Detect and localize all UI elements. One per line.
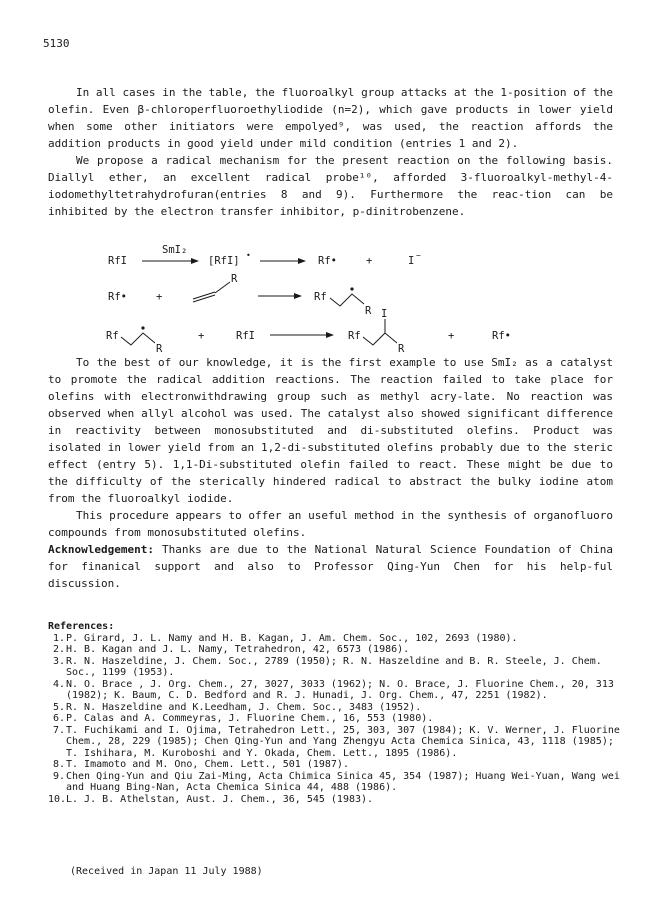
arrow-1-head (191, 258, 199, 264)
scheme-plus-3: + (198, 330, 205, 342)
radical-dot-2 (141, 326, 144, 329)
reaction-scheme (0, 244, 663, 354)
radical-chain (121, 333, 155, 345)
iodide-charge: − (416, 251, 421, 260)
reference-number: 5. (52, 701, 65, 713)
scheme-rf-radical-2: Rf• (108, 291, 127, 303)
reference-item (48, 644, 623, 656)
reference-text: T. Fuchikami and I. Ojima, Tetrahedron Lett., 25, 303, 307 (1984); K. V. Werner, J. Fluorine Chem., 28, 229 (1985); Chen Qing-Yun and Yang Zhengyu Acta Chemica Sinica, 43, 1118 (1985); T. Ishihara, M. Kuroboshi and Y. Okada, Chem. Lett., 1895 (1986). (66, 724, 620, 759)
reference-item (48, 725, 623, 760)
radical-r: R (156, 343, 163, 354)
scheme-plus-2: + (156, 291, 163, 303)
references-heading: References: (48, 621, 115, 632)
radical-dot (350, 287, 353, 290)
radical-rf: Rf (106, 330, 119, 342)
reference-text: H. B. Kagan and J. L. Namy, Tetrahedron, 42, 6573 (1986). (66, 644, 410, 655)
scheme-reagent-smi2: SmI₂ (162, 244, 188, 256)
reference-item (48, 794, 623, 806)
olefin-substituent-bond (215, 282, 230, 293)
paragraph-2: We propose a radical mechanism for the present reaction on the following basis. Diallyl ether, an excellent radical probe¹⁰, afforded 3-fluoroalkyl-methyl-4-iodomethyltetrahydrofuran(entries 8 and 9). Furthermore the reac-tion can be inhibited by the electron transfer inhibitor, p-dinitrobenzene. (48, 154, 613, 218)
reference-number: 7. (52, 724, 65, 736)
product-rf: Rf (348, 330, 361, 342)
reference-item (48, 702, 623, 714)
reference-number: 9. (52, 770, 65, 782)
acknowledgement-heading: Acknowledgement: (48, 543, 154, 556)
olefin-bond (193, 295, 215, 302)
scheme-rfi-2: RfI (236, 330, 255, 342)
product-chain (363, 333, 397, 345)
product-r: R (398, 343, 405, 354)
acknowledgement-text: Thanks are due to the National Natural Science Foundation of China for finanical support and also to Professor Qing-Yun Chen for his help-ful discussion. (48, 543, 613, 590)
reference-number: 2. (52, 644, 65, 655)
page-number: 5130 (43, 37, 70, 50)
reference-item (48, 713, 623, 725)
reference-text: R. N. Haszeldine, J. Chem. Soc., 2789 (1950); R. N. Haszeldine and B. R. Steele, J. Chem. Soc., 1199 (1953). (66, 655, 602, 678)
reference-text: P. Girard, J. L. Namy and H. B. Kagan, J. Am. Chem. Soc., 102, 2693 (1980). (66, 632, 518, 644)
paragraph-4: This procedure appears to offer an useful method in the synthesis of organofluoro compounds from monosubstituted olefins. (48, 509, 613, 539)
reference-number: 10. (48, 793, 67, 805)
reference-item (48, 679, 623, 702)
scheme-rf-radical: Rf• (318, 255, 337, 267)
reference-item (48, 633, 623, 645)
reference-text: N. O. Brace , J. Org. Chem., 27, 3027, 3033 (1962); N. O. Brace, J. Fluorine Chem., 20, 313 (1982); K. Baum, C. D. Bedford and R. J. Hunadi, J. Org. Chem., 47, 2251 (1982). (66, 678, 614, 701)
acknowledgement (48, 541, 613, 592)
discussion-paragraphs (48, 354, 613, 592)
arrow-4-head (326, 332, 334, 338)
reference-text: P. Calas and A. Commeyras, J. Fluorine Chem., 16, 553 (1980). (66, 713, 434, 724)
scheme-plus: + (366, 255, 373, 267)
reference-item (48, 771, 623, 794)
reference-text: R. N. Haszeldine and K.Leedham, J. Chem. Soc., 3483 (1952). (66, 701, 422, 713)
radical-anion-mark: • (246, 251, 251, 260)
reference-item (48, 656, 623, 679)
reference-text: Chen Qing-Yun and Qiu Zai-Ming, Acta Chimica Sinica 45, 354 (1987); Huang Wei-Yuan, Wang wei and Huang Bing-Nan, Acta Chemica Sinica 44, 488 (1986). (66, 770, 620, 793)
scheme-iodide: I (408, 255, 415, 267)
reference-item (48, 759, 623, 771)
reference-number: 1. (52, 632, 65, 644)
received-date: (Received in Japan 11 July 1988) (70, 866, 263, 877)
reference-number: 6. (52, 713, 65, 724)
olefin-double-bond (193, 292, 215, 299)
adduct-rf: Rf (314, 291, 327, 303)
adduct-chain (330, 294, 364, 306)
reference-number: 4. (52, 678, 65, 690)
arrow-2-head (298, 258, 306, 264)
scheme-rf-radical-3: Rf• (492, 330, 511, 342)
scheme-radical-anion: [RfI] (208, 255, 240, 267)
paragraph-3: To the best of our knowledge, it is the first example to use SmI₂ as a catalyst to promote the radical addition reactions. The reaction failed to take place for olefins with electronwithdrawing group such as methyl acry-late. No reaction was observed when allyl alcohol was used. The catalyst also showed significant difference in reactivity between monosubstituted and di-substituted olefins. Product was isolated in lower yield from an 1,2-di-substituted olefins probably due to the steric effect (entry 5). 1,1-Di-substituted olefin failed to react. These might be due to the difficulty of the sterically hindered radical to abstract the bulky iodine atom from the fluoroalkyl iodide. (48, 356, 613, 505)
scheme-plus-4: + (448, 330, 455, 342)
arrow-3-head (294, 293, 302, 299)
intro-paragraphs (48, 84, 613, 220)
reference-text: L. J. B. Athelstan, Aust. J. Chem., 36, 545 (1983). (66, 793, 374, 805)
reference-text: T. Imamoto and M. Ono, Chem. Lett., 501 (1987). (66, 759, 349, 770)
reference-number: 8. (52, 759, 65, 770)
paragraph-1: In all cases in the table, the fluoroalkyl group attacks at the 1-position of the olefin. Even β-chloroperfluoroethyliodide (n=2), which gave products in lower yield when some other initiators were empolyed⁹, was used, the reaction affords the addition products in good yield under mild condition (entries 1 and 2). (48, 86, 613, 150)
adduct-r: R (365, 305, 372, 317)
product-i: I (381, 308, 388, 320)
references (48, 621, 623, 805)
scheme-rfi: RfI (108, 255, 127, 267)
reference-number: 3. (52, 655, 65, 667)
olefin-r: R (231, 273, 238, 285)
